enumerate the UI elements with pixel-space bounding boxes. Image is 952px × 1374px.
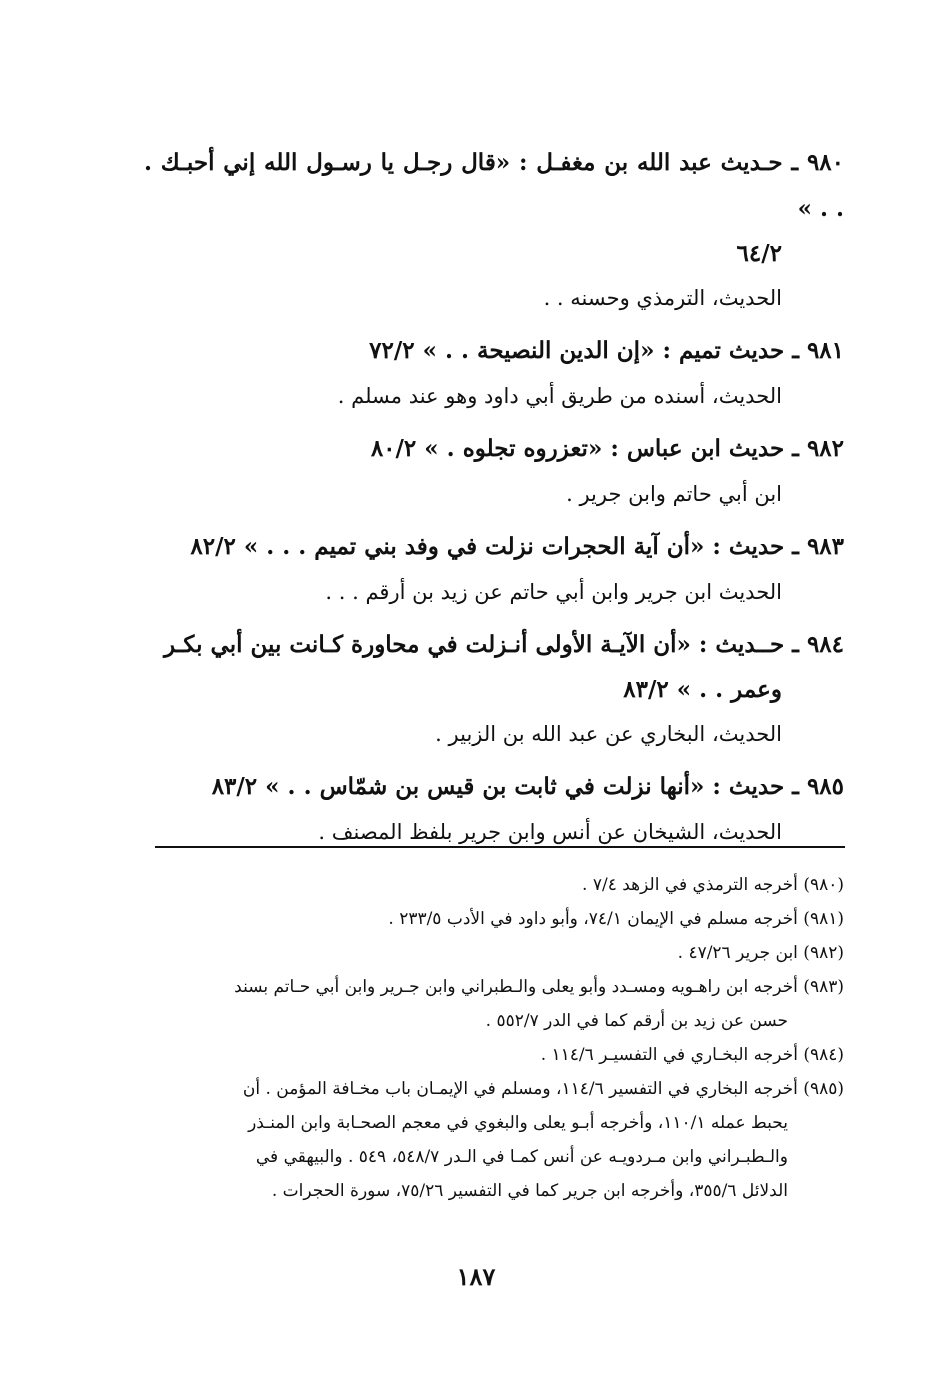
page-number: ١٨٧: [456, 1262, 496, 1291]
footnote-982: [144, 936, 844, 970]
footnote-line: حسن عن زيد بن أرقم كما في الدر ٥٥٢/٧ .: [485, 1011, 788, 1031]
footnote-line: (٩٨١) أخرجه مسلم في الإيمان ٧٤/١، وأبو داود في الأدب ٢٣٣/٥ .: [388, 909, 844, 929]
hadith-entry-980: [144, 140, 844, 320]
hadith-source-note: الحديث، أسنده من طريق أبي داود وهو عند مسلم .: [337, 384, 782, 408]
hadith-heading-continuation: ٦٤/٢: [736, 240, 782, 267]
hadith-entry-982: [144, 426, 844, 516]
footnotes: [144, 868, 844, 1208]
footnote-line: والـطبـراني وابن مـردويـه عن أنس كمـا في الـدر ٥٤٨/٧، ٥٤٩ . والبيهقي في: [255, 1147, 788, 1167]
hadith-heading: ٩٨٥ ـ حديث : «أنها نزلت في ثابت بن قيس بن شمّاس . . » ٨٣/٢: [211, 773, 844, 800]
hadith-heading: ٩٨٤ ـ حــديث : «أن الآيـة الأولى أنـزلت في محاورة كـانت بين أبي بكـر: [163, 631, 844, 658]
footnote-line: (٩٨٤) أخرجه البخـاري في التفسيـر ١١٤/٦ .: [540, 1045, 844, 1065]
footnote-line: (٩٨٣) أخرجه ابن راهـويه ومسـدد وأبو يعلى والـطبراني وابن جـرير وابن أبي حـاتم بسند: [234, 977, 844, 997]
hadith-entry-984: [144, 622, 844, 756]
footnote-line: (٩٨٢) ابن جرير ٤٧/٢٦ .: [677, 943, 844, 963]
footnote-line: يحبط عمله ١١٠/١، وأخرجه أبـو يعلى والبغوي في معجم الصحـابة وابن المنـذر: [248, 1113, 788, 1133]
footnote-984: [144, 1038, 844, 1072]
hadith-source-note: الحديث، البخاري عن عبد الله بن الزبير .: [435, 722, 782, 746]
hadith-entry-983: [144, 524, 844, 614]
hadith-source-note: الحديث، الترمذي وحسنه . .: [543, 286, 782, 310]
footnote-981: [144, 902, 844, 936]
footnote-980: [144, 868, 844, 902]
footnote-985: [144, 1072, 844, 1208]
hadith-heading: ٩٨٢ ـ حديث ابن عباس : «تعزروه تجلوه . » ٨٠/٢: [370, 435, 844, 462]
hadith-list: [144, 140, 844, 862]
hadith-heading: ٩٨٠ ـ حـديث عبد الله بن مغفـل : «قال رجـل يا رسـول الله إني أحبـك . . . »: [144, 149, 844, 222]
hadith-source-note: الحديث، الشيخان عن أنس وابن جرير بلفظ المصنف .: [318, 820, 782, 844]
hadith-entry-985: [144, 764, 844, 854]
hadith-source-note: الحديث ابن جرير وابن أبي حاتم عن زيد بن أرقم . . .: [325, 580, 782, 604]
footnote-line: الدلائل ٣٥٥/٦، وأخرجه ابن جرير كما في التفسير ٧٥/٢٦، سورة الحجرات .: [271, 1181, 788, 1201]
footnote-line: (٩٨٠) أخرجه الترمذي في الزهد ٧/٤ .: [582, 875, 844, 895]
footnote-divider: [155, 846, 845, 848]
hadith-heading: ٩٨٣ ـ حديث : «أن آية الحجرات نزلت في وفد بني تميم . . . » ٨٢/٢: [190, 533, 844, 560]
hadith-source-note: ابن أبي حاتم وابن جرير .: [566, 482, 782, 506]
footnote-line: (٩٨٥) أخرجه البخاري في التفسير ١١٤/٦، ومسلم في الإيمـان باب مخـافة المؤمن . أن: [242, 1079, 844, 1099]
hadith-heading: ٩٨١ ـ حديث تميم : «إن الدين النصيحة . . » ٧٢/٢: [369, 337, 844, 364]
hadith-entry-981: [144, 328, 844, 418]
hadith-heading-continuation: وعمر . . » ٨٣/٢: [623, 676, 782, 703]
footnote-983: [104, 970, 844, 1038]
